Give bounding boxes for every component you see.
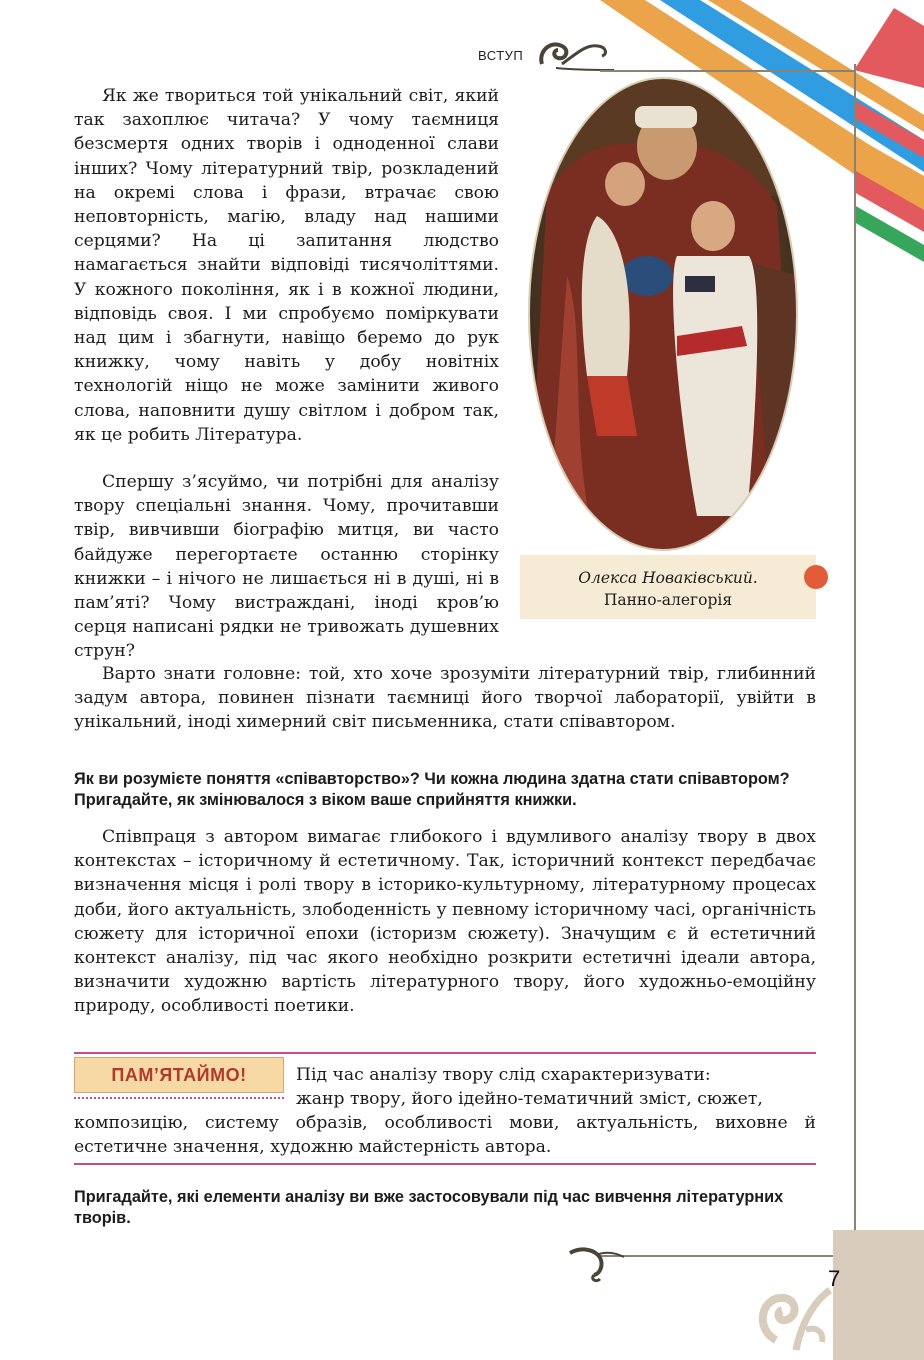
caption-author: Олекса Новаківський. [578, 569, 758, 587]
remember-line-2: жанр твору, його ідейно-тематичний зміст, сюжет, [296, 1089, 763, 1109]
section-label: ВСТУП [478, 48, 524, 63]
page-side-block [833, 1230, 924, 1360]
remember-badge: ПАМ’ЯТАЙМО! [74, 1057, 284, 1093]
scroll-flourish-icon [566, 1243, 626, 1283]
painting-caption [520, 555, 816, 619]
caption-marker [804, 565, 828, 589]
frame-bottom-line [600, 1255, 856, 1257]
page-number: 7 [828, 1266, 841, 1291]
paragraph-2: Спершу з’ясуймо, чи потрібні для аналізу твору спеціальні знання. Чому, прочитавши твір, вивчивши біографію митця, ви часто байдуже перегортаєте останню сторінку книжки – і нічого не лишається ні в душі, ні в пам’яті? Чому вистраждані, іноді кров’ю серця написані рядки не тривожать душевних струн? [74, 472, 499, 662]
remember-bottom-rule [74, 1163, 816, 1165]
caption-title: Панно-алегорія [603, 591, 733, 609]
remember-dotted-line [74, 1097, 284, 1103]
frame-right-line [854, 64, 856, 1230]
painting-image [527, 76, 799, 552]
remember-rest: композицію, систему образів, особливості мови, актуальність, виховне й естетичне значення, художню майстерність автора. [74, 1113, 816, 1158]
remember-top-rule [74, 1052, 816, 1054]
frame-top-line [600, 70, 855, 72]
question-2: Пригадайте, які елементи аналізу ви вже застосовували під час вивчення літературних творів. [74, 1188, 784, 1227]
paragraph-1: Як же твориться той унікальний світ, який так захоплює читача? У чому таємниця безсмертя одних творів і одноденної слави інших? Чому літературний твір, розкладений на окремі слова і фрази, втрачає свою неповторність, магію, владу над нашими серцями? На ці запитання людство намагається знайти відповіді тисячоліттями. У кожного покоління, як і в кожної людини, відповідь своя. І ми спробуємо поміркувати над цим і збагнути, навіщо беремо до рук книжку, чому навіть у добу новітніх технологій ніщо не може замінити живого слова, наповнити душу світлом і добром так, як це робить Література. [74, 86, 499, 445]
swirl-ornament-icon [756, 1270, 836, 1360]
question-1: Як ви розумієте поняття «співавторство»? Чи кожна людина здатна стати співавтором? Пригадайте, як змінювалося з віком ваше сприйняття книжки. [74, 770, 790, 809]
remember-line-1: Під час аналізу твору слід схарактеризувати: [296, 1065, 711, 1085]
paragraph-4: Співпраця з автором вимагає глибокого і вдумливого аналізу твору в двох контекстах – історичному й естетичному. Так, історичний контекст передбачає визначення місця і ролі твору в історико-культурному, літературному процесах доби, його актуальність, злободенність у певному історичному часі, органічність сюжету для історичної епохи (історизм сюжету). Значущим є й естетичний контекст аналізу, під час якого необхідно розкрити естетичні ідеали автора, визначити художню вартість літературного твору, його художньо-емоційну природу, особливості поетики. [74, 827, 816, 1017]
paragraph-3: Варто знати головне: той, хто хоче зрозуміти літературний твір, глибинний задум автора, повинен пізнати таємниці його творчої лабораторії, увійти в унікальний, іноді химерний світ письменника, стати співавтором. [74, 664, 816, 733]
scroll-flourish-icon [536, 34, 616, 74]
